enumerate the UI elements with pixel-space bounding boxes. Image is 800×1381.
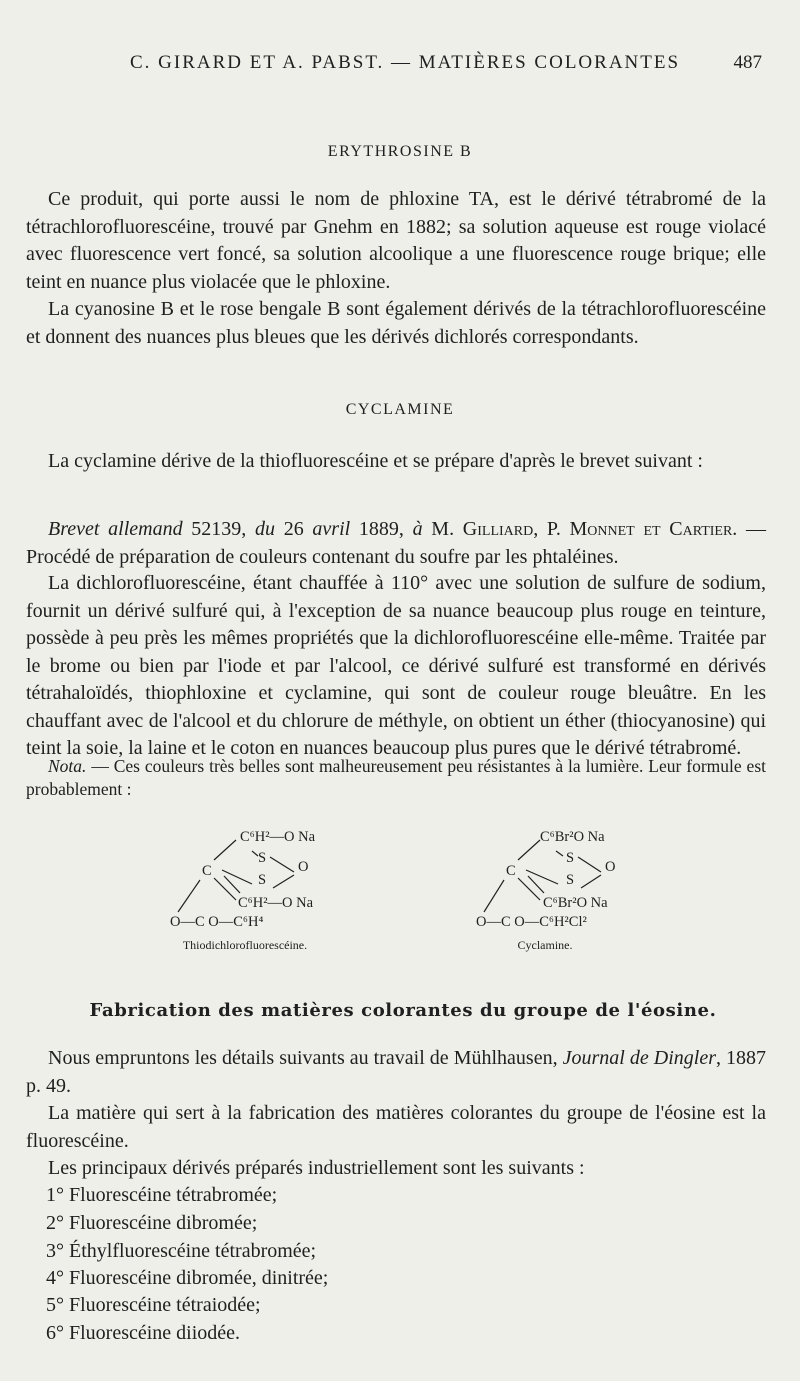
- bond-line: [270, 857, 294, 872]
- bond-line: [578, 857, 601, 872]
- bond-line: [581, 875, 601, 888]
- brevet-a: à: [412, 518, 423, 540]
- fabrication-intro: Nous empruntons les détails suivants au travail de Mühlhausen,: [48, 1047, 563, 1069]
- section-heading-fabrication: Fabrication des matières colorantes du groupe de l'éosine.: [89, 1000, 717, 1021]
- brevet-inventors: M. Gilliard, P. Monnet et Cartier.: [422, 518, 738, 540]
- bond-line: [214, 840, 236, 860]
- paragraph-fabrication-3: Les principaux dérivés préparés industriellement sont les suivants :: [48, 1157, 585, 1179]
- list-item: 2° Fluorescéine dibromée;: [46, 1212, 258, 1234]
- bond-line: [273, 875, 294, 888]
- formula-left-s1: S: [258, 850, 267, 866]
- brevet-label: Brevet allemand: [48, 518, 183, 540]
- list-item: 4° Fluorescéine dibromée, dinitrée;: [46, 1267, 329, 1289]
- journal-title: Journal de Dingler: [562, 1047, 716, 1069]
- journal-ref: , 1887 p. 49.: [26, 1047, 767, 1097]
- brevet-du: du: [255, 518, 275, 540]
- formula-right-caption: Cyclamine.: [517, 938, 573, 952]
- list-item: 5° Fluorescéine tétraiodée;: [46, 1294, 261, 1316]
- brevet-number: 52139,: [182, 518, 255, 540]
- page-number: 487: [733, 52, 762, 73]
- paragraph-cyclamine-1: La cyclamine dérive de la thiofluorescéine et se prépare d'après le brevet suivant :: [48, 450, 703, 472]
- formula-right-s2: S: [566, 872, 575, 888]
- bond-line: [214, 878, 236, 900]
- brevet-day: 26: [275, 518, 313, 540]
- nota-text: — Ces couleurs très belles sont malheureusement peu résistantes à la lumière. Leur formule est probablement :: [26, 756, 766, 799]
- formula-left-top: C⁶H²—O Na: [240, 829, 316, 845]
- bond-line: [252, 851, 258, 856]
- formula-right-bottom: O—C O—C⁶H²Cl²: [476, 914, 587, 930]
- paragraph-cyclamine-3: La dichlorofluorescéine, étant chauffée à 110° avec une solution de sulfure de sodium, fournit un dérivé sulfuré qui, à l'exception de sa nuance beaucoup plus rouge en teinture, possède à peu près les mêmes propriétés que la dichlorofluorescéine elle-même. Traitée par le brome ou bien par l'iode et par l'alcool, ce dérivé sulfuré est transformé en dérivés tétrahaloïdés, thiophloxine et cyclamine, qui sont de couleur rouge bleuâtre. En les chauffant avec de l'alcool et du chlorure de méthyle, on obtient un éther (thiocyanosine) qui teint la soie, la laine et le coton en nuances beaucoup plus pures que le dérivé tétrabromé.: [26, 572, 766, 759]
- bond-line: [178, 880, 200, 912]
- nota-label: Nota.: [48, 756, 87, 776]
- paragraph-erythrosine-2: La cyanosine B et le rose bengale B sont également dérivés de la tétrachlorofluorescéine et donnent des nuances plus bleues que les dérivés dichlorés correspondants.: [26, 298, 766, 348]
- section-title-cyclamine: CYCLAMINE: [345, 401, 455, 418]
- formula-right-mid: C⁶Br²O Na: [543, 895, 608, 911]
- brevet-year: 1889,: [350, 518, 413, 540]
- formula-left-o: O: [298, 859, 309, 875]
- paragraph-erythrosine-1: Ce produit, qui porte aussi le nom de phloxine TA, est le dérivé tétrabromé de la tétrachlorofluorescéine, trouvé par Gnehm en 1882; sa solution aqueuse est rouge violacé avec fluorescence vert foncé, sa solution alcoolique a une fluorescence rouge brique; elle teint en nuance plus violacée que le phloxine.: [26, 188, 766, 293]
- section-title-erythrosine: ERYTHROSINE B: [327, 143, 473, 160]
- formula-left-mid: C⁶H²—O Na: [238, 895, 314, 911]
- formula-right-o: O: [605, 859, 616, 875]
- bond-line: [556, 851, 563, 856]
- bond-line: [484, 880, 504, 912]
- bond-line: [222, 870, 252, 884]
- running-title: C. GIRARD ET A. PABST. — MATIÈRES COLORANTES: [130, 52, 681, 73]
- paragraph-fabrication-1: [26, 1045, 766, 1100]
- formula-right-c: C: [506, 863, 516, 879]
- formula-left-caption: Thiodichlorofluorescéine.: [182, 938, 308, 952]
- bond-line: [518, 878, 540, 900]
- bond-line: [518, 840, 540, 860]
- formula-right-s1: S: [566, 850, 575, 866]
- formula-right-top: C⁶Br²O Na: [540, 829, 605, 845]
- list-item: 6° Fluorescéine diiodée.: [46, 1322, 241, 1344]
- list-item: 1° Fluorescéine tétrabromée;: [46, 1184, 278, 1206]
- formula-left-s2: S: [258, 872, 267, 888]
- list-item: 3° Éthylfluorescéine tétrabromée;: [46, 1240, 317, 1262]
- brevet-description: — Procédé de préparation de couleurs contenant du soufre par les phtaléines.: [26, 518, 767, 568]
- formula-left-bottom: O—C O—C⁶H⁴: [170, 914, 264, 930]
- paragraph-fabrication-2: La matière qui sert à la fabrication des matières colorantes du groupe de l'éosine est la fluorescéine.: [26, 1102, 766, 1152]
- bond-line: [526, 870, 558, 884]
- brevet-month: avril: [312, 518, 351, 540]
- formula-left-c: C: [202, 863, 212, 879]
